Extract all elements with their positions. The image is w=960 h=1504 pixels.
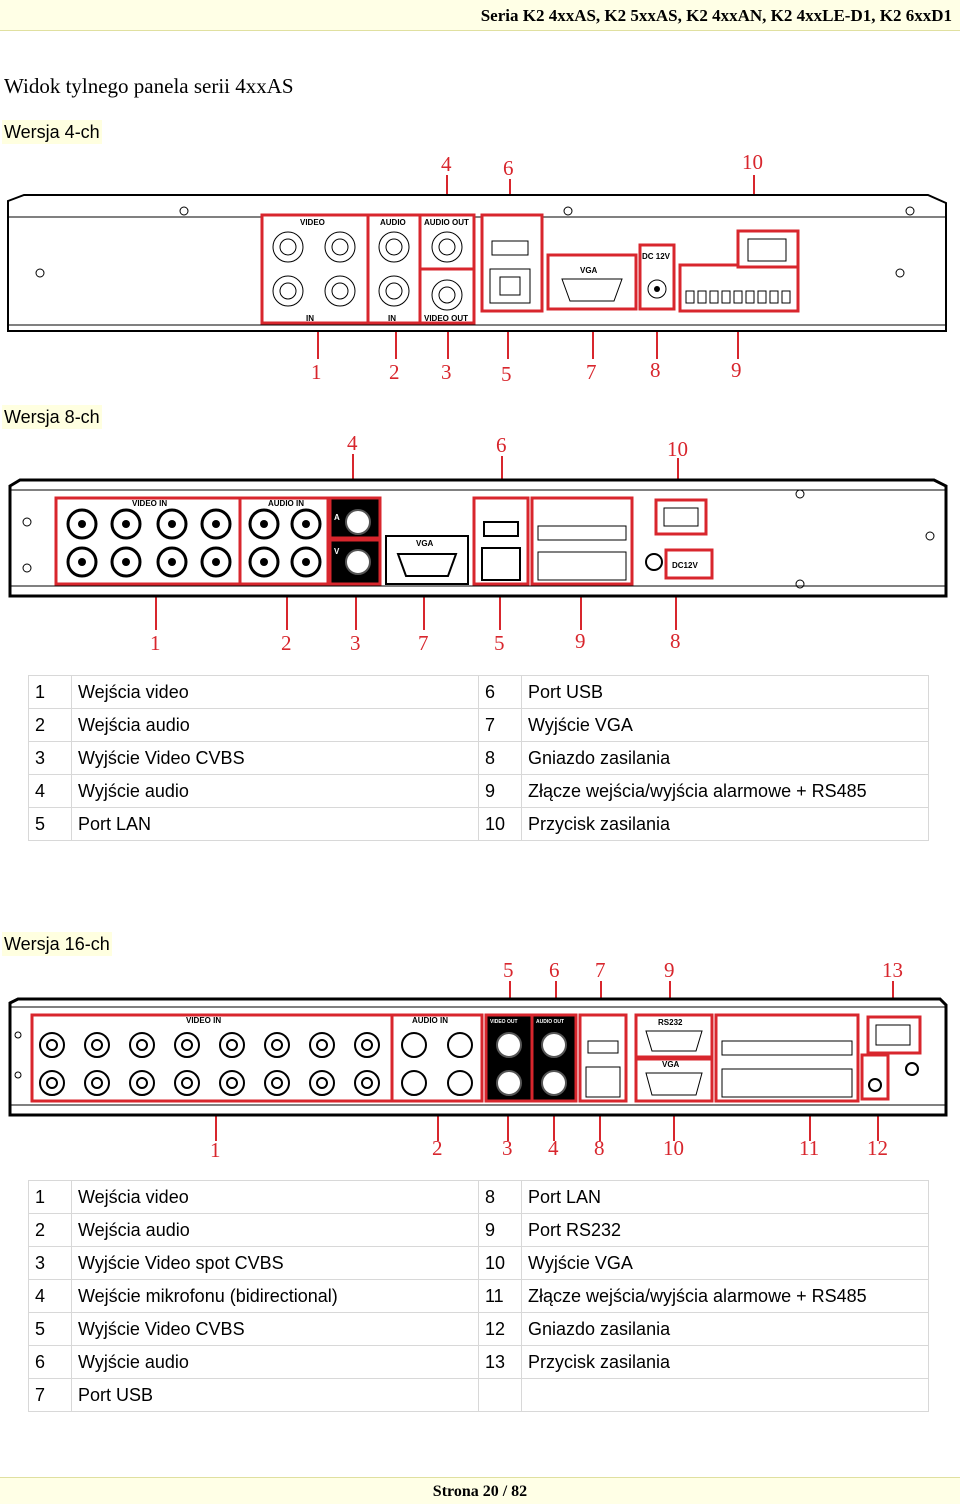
v4-callout-1: 1 (311, 360, 322, 384)
legend-row (29, 808, 929, 841)
v4-callout-8: 8 (650, 358, 661, 382)
legend-number: 1 (29, 1181, 72, 1214)
video-jack-center (272, 1078, 282, 1088)
video-jack-center (227, 1078, 237, 1088)
v4-callout-6: 6 (503, 156, 514, 180)
legend-number: 10 (479, 808, 522, 841)
video-jack-center (47, 1078, 57, 1088)
video-jack-center (317, 1040, 327, 1050)
v16-callout-12: 12 (867, 1136, 888, 1160)
legend-number: 7 (479, 709, 522, 742)
v4-callout-9: 9 (731, 358, 742, 382)
legend-number: 3 (29, 1247, 72, 1280)
v8-vga-label: VGA (416, 539, 434, 548)
v16-audio-out-label: AUDIO OUT (536, 1019, 565, 1025)
v4-callout-7: 7 (586, 360, 597, 384)
page-header (0, 0, 960, 31)
legend-number: 7 (29, 1379, 72, 1412)
v16-video-out-label: VIDEO OUT (490, 1019, 518, 1025)
version-16ch-heading: Wersja 16-ch (4, 934, 110, 954)
v16-rs232-label: RS232 (658, 1018, 683, 1027)
v8-callout-6: 6 (496, 433, 507, 457)
legend-number: 1 (29, 676, 72, 709)
video-jack-center (182, 1040, 192, 1050)
v8-out-label: OUT (346, 499, 363, 508)
v16-callout-4: 4 (548, 1136, 559, 1160)
legend-description: Port LAN (72, 808, 479, 841)
legend-number: 13 (479, 1346, 522, 1379)
v16-callout-7: 7 (595, 958, 606, 982)
legend-description: Wyjście Video CVBS (72, 1313, 479, 1346)
legend-description: Wejścia video (72, 1181, 479, 1214)
video-jack-center (182, 1078, 192, 1088)
v4-video-label: VIDEO (300, 218, 325, 227)
video-jack-center (92, 1040, 102, 1050)
v4-callout-3: 3 (441, 360, 452, 384)
page-number: Strona 20 / 82 (432, 1483, 528, 1500)
v4-video-in-label: IN (306, 314, 314, 323)
video-jack-center (137, 1078, 147, 1088)
legend-number: 9 (479, 775, 522, 808)
legend-number: 6 (29, 1346, 72, 1379)
legend-description: Port RS232 (522, 1214, 929, 1247)
v16-callout-6: 6 (549, 958, 560, 982)
v16-callout-3: 3 (502, 1136, 513, 1160)
legend-number: 4 (29, 775, 72, 808)
v16-callout-1: 1 (210, 1138, 221, 1162)
v16-callout-10: 10 (663, 1136, 684, 1160)
legend-number: 5 (29, 1313, 72, 1346)
legend-number: 9 (479, 1214, 522, 1247)
legend-row (29, 676, 929, 709)
v16-vga-label: VGA (662, 1060, 680, 1069)
legend-number: 11 (479, 1280, 522, 1313)
legend-number: 8 (479, 1181, 522, 1214)
v4-callout-2: 2 (389, 360, 400, 384)
legend-4ch-8ch (28, 675, 929, 841)
legend-row (29, 709, 929, 742)
legend-row (29, 1214, 929, 1247)
video-jack-center (272, 1040, 282, 1050)
legend-row (29, 1247, 929, 1280)
legend-description: Złącze wejścia/wyjścia alarmowe + RS485 (522, 1280, 929, 1313)
legend-description: Gniazdo zasilania (522, 1313, 929, 1346)
document-title: Widok tylnego panela serii 4xxAS (4, 74, 294, 98)
legend-description: Wyjście audio (72, 1346, 479, 1379)
legend-number: 5 (29, 808, 72, 841)
legend-row (29, 775, 929, 808)
legend-description (522, 1379, 929, 1412)
panel-8ch-diagram (0, 428, 960, 658)
v8-dc-label: DC12V (672, 561, 698, 570)
v4-audio-label: AUDIO (380, 218, 406, 227)
video-jack-center (362, 1078, 372, 1088)
legend-description: Wejścia audio (72, 709, 479, 742)
legend-description: Wejścia audio (72, 1214, 479, 1247)
v8-callout-5: 5 (494, 631, 505, 655)
legend-description: Wejścia video (72, 676, 479, 709)
v8-a-label: A (334, 513, 340, 522)
version-4ch-heading: Wersja 4-ch (4, 122, 100, 142)
legend-number: 2 (29, 1214, 72, 1247)
legend-row (29, 742, 929, 775)
legend-description: Wyjście Video spot CVBS (72, 1247, 479, 1280)
legend-description: Port USB (522, 676, 929, 709)
legend-description: Gniazdo zasilania (522, 742, 929, 775)
v4-video-out-label: VIDEO OUT (424, 314, 469, 323)
legend-description: Wyjście VGA (522, 709, 929, 742)
video-jack-center (92, 1078, 102, 1088)
video-jack-center (47, 1040, 57, 1050)
v8-callout-1: 1 (150, 631, 161, 655)
v16-callout-8: 8 (594, 1136, 605, 1160)
legend-description: Wyjście VGA (522, 1247, 929, 1280)
panel-16ch-diagram (0, 955, 960, 1170)
header-title: Seria K2 4xxAS, K2 5xxAS, K2 4xxAN, K2 4xxLE-D1, K2 6xxD1 (480, 6, 952, 25)
legend-number: 6 (479, 676, 522, 709)
v16-callout-2: 2 (432, 1136, 443, 1160)
legend-number: 12 (479, 1313, 522, 1346)
v16-video-in-label: VIDEO IN (186, 1016, 222, 1025)
legend-number: 10 (479, 1247, 522, 1280)
legend-row (29, 1379, 929, 1412)
legend-description: Przycisk zasilania (522, 808, 929, 841)
v8-callout-7: 7 (418, 631, 429, 655)
v16-callout-5: 5 (503, 958, 514, 982)
legend-number: 3 (29, 742, 72, 775)
video-jack-center (317, 1078, 327, 1088)
v8-audio-in-label: AUDIO IN (268, 499, 304, 508)
v16-callout-9: 9 (664, 958, 675, 982)
v8-callout-3: 3 (350, 631, 361, 655)
legend-row (29, 1346, 929, 1379)
v4-audio-out-label: AUDIO OUT (424, 218, 469, 227)
v8-callout-4: 4 (347, 431, 358, 455)
legend-row (29, 1181, 929, 1214)
v8-callout-9: 9 (575, 629, 586, 653)
v8-callout-10: 10 (667, 437, 688, 461)
v16-callout-13: 13 (882, 958, 903, 982)
video-jack-center (137, 1040, 147, 1050)
v8-v-label: V (334, 547, 340, 556)
v4-audio-in-label: IN (388, 314, 396, 323)
legend-number (479, 1379, 522, 1412)
legend-description: Wyjście Video CVBS (72, 742, 479, 775)
legend-4ch-8ch-body (29, 676, 929, 841)
v8-callout-8: 8 (670, 629, 681, 653)
legend-number: 8 (479, 742, 522, 775)
page-footer (0, 1477, 960, 1504)
v8-callout-2: 2 (281, 631, 292, 655)
v4-dc-label: DC 12V (642, 252, 671, 261)
video-jack-center (227, 1040, 237, 1050)
legend-number: 4 (29, 1280, 72, 1313)
v4-callout-10: 10 (742, 150, 763, 174)
legend-row (29, 1280, 929, 1313)
v8-video-in-label: VIDEO IN (132, 499, 168, 508)
v16-callout-11: 11 (799, 1136, 820, 1160)
legend-16ch (28, 1180, 929, 1412)
legend-number: 2 (29, 709, 72, 742)
video-jack-center (362, 1040, 372, 1050)
v16-audio-in-label: AUDIO IN (412, 1016, 448, 1025)
legend-description: Port USB (72, 1379, 479, 1412)
v4-callout-4: 4 (441, 152, 452, 176)
legend-description: Złącze wejścia/wyjścia alarmowe + RS485 (522, 775, 929, 808)
legend-16ch-body (29, 1181, 929, 1412)
legend-description: Wejście mikrofonu (bidirectional) (72, 1280, 479, 1313)
panel-4ch-diagram (0, 145, 960, 385)
v4-vga-label: VGA (580, 266, 598, 275)
legend-row (29, 1313, 929, 1346)
legend-description: Port LAN (522, 1181, 929, 1214)
legend-description: Przycisk zasilania (522, 1346, 929, 1379)
legend-description: Wyjście audio (72, 775, 479, 808)
v4-callout-5: 5 (501, 362, 512, 385)
version-8ch-heading: Wersja 8-ch (4, 407, 100, 427)
